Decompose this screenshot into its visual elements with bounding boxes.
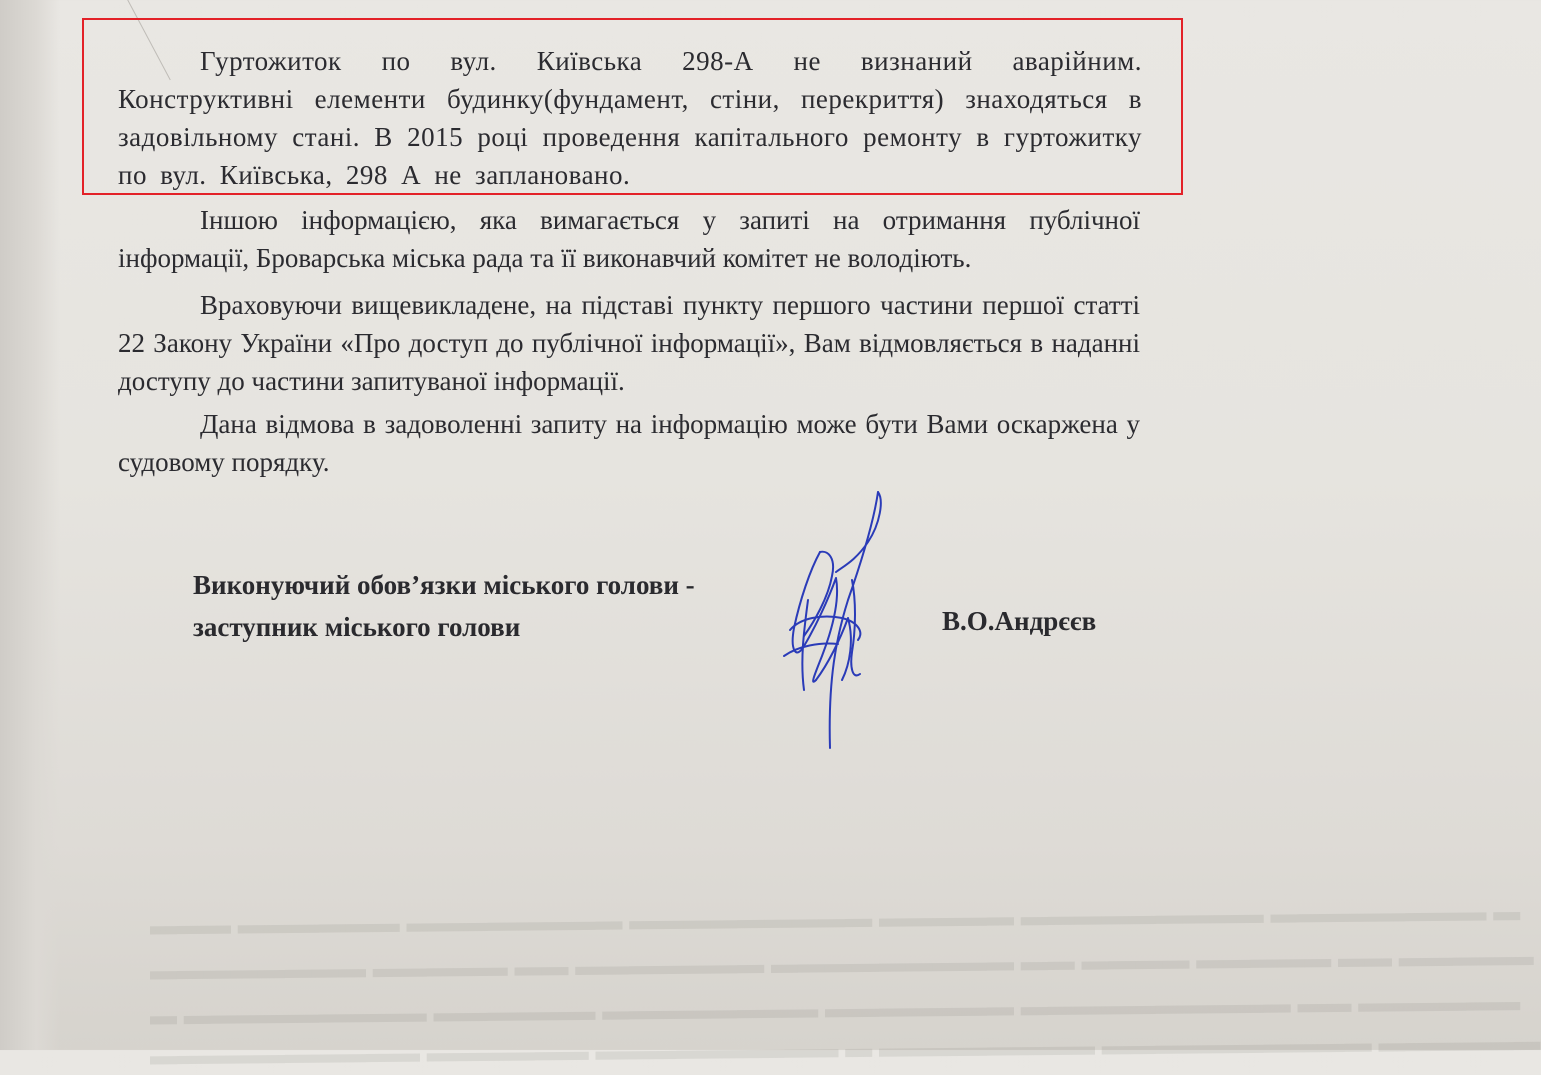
paragraph-refusal-basis: Враховуючи вищевикладене, на підставі пункту першого частини першої статті 22 Закону України «Про доступ до публічної інформації», Вам відмовляється в наданні доступу до частини запитуваної інформації. [118,290,1140,396]
bleed-through-text: ▬ ▬▬▬▬▬▬▬▬▬ ▬▬▬▬▬▬ ▬▬▬▬▬▬▬▬ ▬▬▬▬▬▬▬ ▬▬▬▬▬▬▬▬▬▬ ▬▬ ▬▬▬▬▬▬ [150,986,1521,1031]
signatory-title-line1: Виконуючий обов’язки міського голови - [193,570,695,600]
bleed-through-text: ▬▬▬ ▬▬▬▬▬▬ ▬▬▬▬▬▬▬▬ ▬▬▬▬▬▬▬▬▬ ▬▬▬▬▬ ▬▬▬▬▬▬▬▬▬ ▬▬▬▬▬▬▬▬ ▬ [150,896,1521,941]
bleed-through-text: ▬▬▬▬▬▬▬▬ ▬▬▬▬▬ ▬▬ ▬▬▬▬▬▬▬ ▬▬▬▬▬▬▬▬▬ ▬▬ ▬▬▬▬ ▬▬▬▬▬ ▬▬ ▬▬▬▬▬ [150,940,1534,986]
bleed-through-text: ▬▬▬▬▬▬▬▬▬▬ ▬▬▬▬▬▬ ▬▬▬▬▬▬▬▬▬ ▬ ▬▬▬▬▬▬▬▬ ▬▬▬▬▬▬▬▬▬▬ ▬▬▬▬▬▬ [150,1025,1541,1071]
paragraph-no-information: Іншою інформацією, яка вимагається у запиті на отримання публічної інформації, Броварська міська рада та її виконавчий комітет не володіють. [118,205,1140,273]
paragraph-dormitory-status: Гуртожиток по вул. Київська 298-А не визнаний аварійним. Конструктивні елементи будинку(фундамент, стіни, перекриття) знаходяться в задовільному стані. В 2015 році проведення капітального ремонту в гуртожитку по вул. Київська, 298 А не заплановано. [118,46,1142,190]
signatory-name: В.О.Андрєєв [942,606,1097,636]
page-edge [0,0,60,1050]
handwritten-signature [770,480,900,760]
signatory-title [193,564,695,648]
paragraph-appeal-notice: Дана відмова в задоволенні запиту на інформацію може бути Вами оскаржена у судовому порядку. [118,409,1140,477]
signatory-title-line2: заступник міського голови [193,612,521,642]
